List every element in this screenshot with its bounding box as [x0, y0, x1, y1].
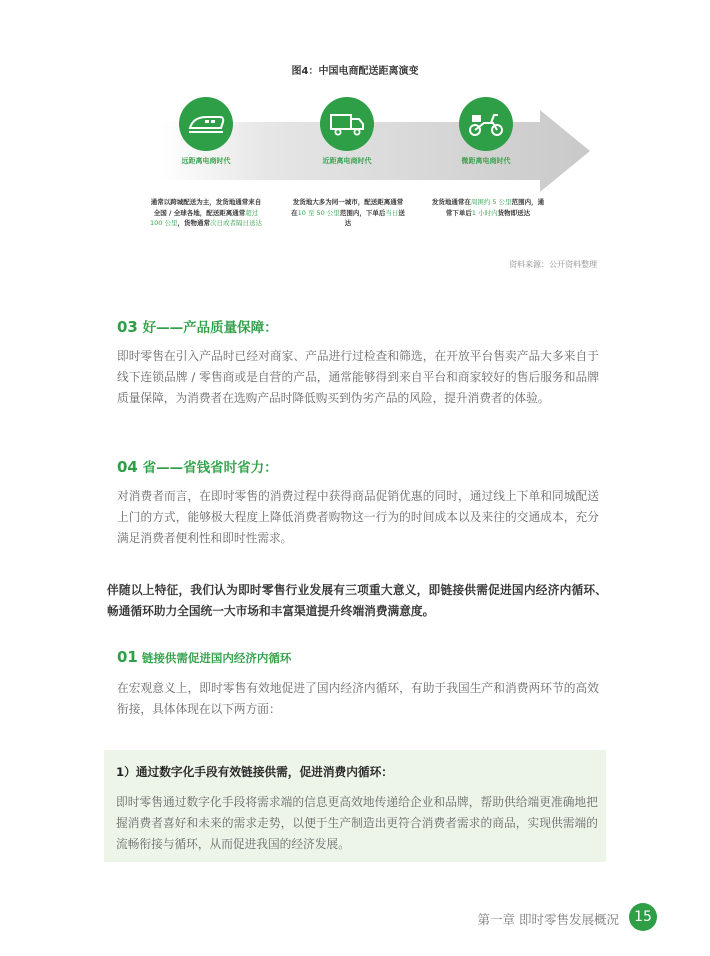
highlight-text: 超过 100 公里 [150, 208, 259, 227]
desc-text: 范围内，下单后 [339, 208, 386, 217]
desc-text: 货物即送达 [497, 208, 531, 217]
desc-text: 范围内，通常下单后 [445, 198, 545, 217]
section-number: 01 [117, 648, 138, 666]
section-heading-01 [117, 648, 291, 666]
desc-text: 通常以跨城配送为主，发货地通常来自全国 / 全球各地，配送距离通常 [150, 198, 262, 217]
section-heading-04 [117, 456, 278, 476]
stage-description-micro [430, 197, 546, 218]
highlight-text: 1 小时内 [471, 208, 498, 217]
section-title: 链接供需促进国内经济内循环 [137, 651, 292, 665]
section-number: 03 [117, 318, 138, 336]
highlight-box [104, 750, 606, 862]
stage-description-near [290, 197, 406, 229]
section-title: 省——省钱省时省力： [137, 460, 278, 476]
stage-micro-distance [434, 97, 538, 181]
box-body: 即时零售通过数字化手段将需求端的信息更高效地传递给企业和品牌，帮助供给端更准确地把握消费者喜好和未来的需求走势，以便于生产制造出更符合消费者需求的商品，实现供需端的流畅衔接与循环，从而促进我国的经济发展。 [116, 795, 598, 851]
stage-label: 远距离电商时代 [181, 157, 231, 165]
highlight-text: 周围约 5 公里 [470, 198, 512, 206]
figure-title: 图4：中国电商配送距离演变 [291, 66, 419, 77]
desc-text: 发货地大多为同一城市，配送距离通常在 [291, 198, 404, 217]
stage-near-distance [295, 97, 399, 181]
section-title: 好——产品质量保障： [137, 320, 278, 336]
stage-label: 近距离电商时代 [322, 157, 372, 165]
stage-label: 微距离电商时代 [461, 157, 511, 165]
delivery-truck-icon [320, 97, 374, 151]
highlight-text: 次日或者隔日送达 [209, 219, 262, 227]
highlight-text: 当日 [385, 208, 399, 217]
chapter-title: 第一章 即时零售发展概况 [477, 912, 619, 927]
page-number: 15 [629, 903, 657, 931]
box-title: 1）通过数字化手段有效链接供需，促进消费内循环： [116, 765, 393, 779]
desc-text: 发货地通常在 [431, 198, 471, 206]
figure-source: 资料来源：公开资料整理 [509, 260, 597, 269]
section-body-04: 对消费者而言，在即时零售的消费过程中获得商品促销优惠的同时，通过线上下单和同城配送上门的方式，能够极大程度上降低消费者购物这一行为的时间成本以及来往的交通成本，充分满足消费者便利性和即时性需求。 [117, 489, 599, 545]
highlight-text: 10 至 50 公里 [297, 208, 340, 217]
section-body-03: 即时零售在引入产品时已经对商家、产品进行过检查和筛选，在开放平台售卖产品大多来自于线下连锁品牌 / 零售商或是自营的产品，通常能够得到来自平台和商家较好的售后服务和品牌质量保障，为消费者在选购产品时降低购买到伪劣产品的风险，提升消费者的体验。 [117, 349, 599, 405]
desc-text: 送达 [344, 208, 405, 227]
high-speed-train-icon [179, 97, 233, 151]
summary-paragraph: 伴随以上特征，我们认为即时零售行业发展有三项重大意义，即链接供需促进国内经济内循环、畅通循环助力全国统一大市场和丰富渠道提升终端消费满意度。 [107, 583, 607, 618]
stage-description-long [148, 197, 264, 229]
section-heading-03 [117, 316, 278, 336]
section-number: 04 [117, 458, 138, 476]
stage-long-distance [154, 97, 258, 181]
section-body-01: 在宏观意义上，即时零售有效地促进了国内经济内循环，有助于我国生产和消费两环节的高效衔接，具体体现在以下两方面： [117, 681, 599, 716]
desc-text: ，货物通常 [177, 219, 210, 227]
delivery-scooter-icon [459, 97, 513, 151]
